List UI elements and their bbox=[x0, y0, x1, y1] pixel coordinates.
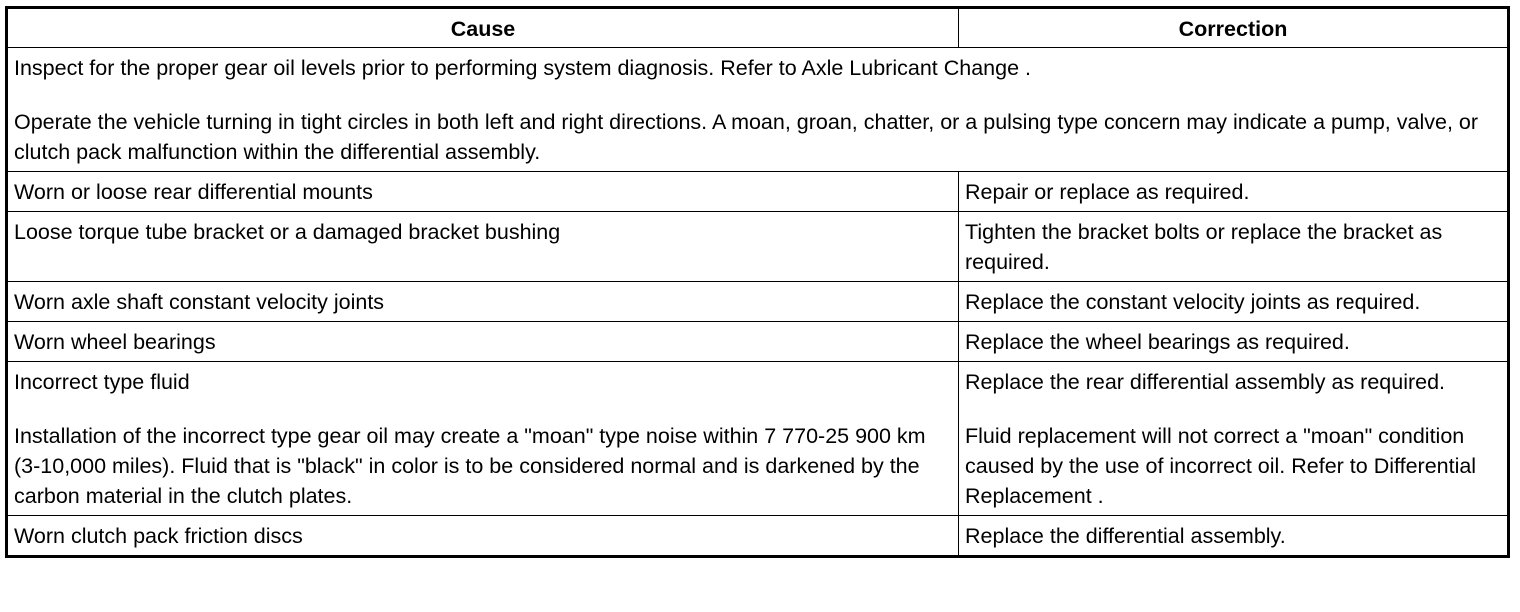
correction-cell bbox=[959, 282, 1509, 322]
cause-cell bbox=[7, 212, 959, 282]
cause-text: Incorrect type fluid bbox=[14, 370, 190, 394]
cause-text: Loose torque tube bracket or a damaged bracket bushing bbox=[14, 220, 561, 244]
table-row bbox=[7, 282, 1509, 322]
cause-cell bbox=[7, 282, 959, 322]
table-row bbox=[7, 212, 1509, 282]
table-row bbox=[7, 172, 1509, 212]
correction-cell bbox=[959, 322, 1509, 362]
cause-cell bbox=[7, 516, 959, 557]
correction-text: Replace the differential assembly. bbox=[965, 524, 1286, 548]
correction-cell bbox=[959, 516, 1509, 557]
diagnostic-table bbox=[5, 6, 1510, 558]
cause-cell bbox=[7, 322, 959, 362]
table-row bbox=[7, 362, 1509, 516]
cause-text: Worn wheel bearings bbox=[14, 330, 216, 354]
header-correction: Correction bbox=[959, 8, 1509, 48]
diagnostic-table-container bbox=[5, 6, 1507, 558]
cause-text: Worn or loose rear differential mounts bbox=[14, 180, 373, 204]
table-row bbox=[7, 322, 1509, 362]
correction-text: Repair or replace as required. bbox=[965, 180, 1250, 204]
correction-cell bbox=[959, 172, 1509, 212]
cause-text: Worn clutch pack friction discs bbox=[14, 524, 303, 548]
header-cause: Cause bbox=[7, 8, 959, 48]
correction-text: Replace the rear differential assembly as required. bbox=[965, 370, 1446, 394]
correction-detail-text: Fluid replacement will not correct a "moan" condition caused by the use of incorrect oil. Refer to Differential Replacement . bbox=[965, 424, 1477, 508]
correction-text: Replace the wheel bearings as required. bbox=[965, 330, 1350, 354]
cause-text: Worn axle shaft constant velocity joints bbox=[14, 290, 385, 314]
table-row bbox=[7, 516, 1509, 557]
intro-paragraph: Operate the vehicle turning in tight circles in both left and right directions. A moan, groan, chatter, or a pulsing type concern may indicate a pump, valve, or clutch pack malfunction within the differential assembly. bbox=[14, 110, 1479, 164]
intro-cell bbox=[7, 48, 1509, 172]
correction-text: Tighten the bracket bolts or replace the bracket as required. bbox=[965, 220, 1443, 274]
correction-cell bbox=[959, 212, 1509, 282]
correction-cell bbox=[959, 362, 1509, 516]
correction-text: Replace the constant velocity joints as required. bbox=[965, 290, 1421, 314]
cause-detail-text: Installation of the incorrect type gear oil may create a "moan" type noise within 7 770-25 900 km (3-10,000 miles). Fluid that is "black" in color is to be considered normal and is darkened by the carbon material in the clutch plates. bbox=[14, 424, 926, 508]
cause-cell bbox=[7, 172, 959, 212]
intro-row bbox=[7, 48, 1509, 172]
intro-paragraph: Inspect for the proper gear oil levels prior to performing system diagnosis. Refer to Axle Lubricant Change . bbox=[14, 56, 1031, 80]
header-row bbox=[7, 8, 1509, 48]
cause-cell bbox=[7, 362, 959, 516]
